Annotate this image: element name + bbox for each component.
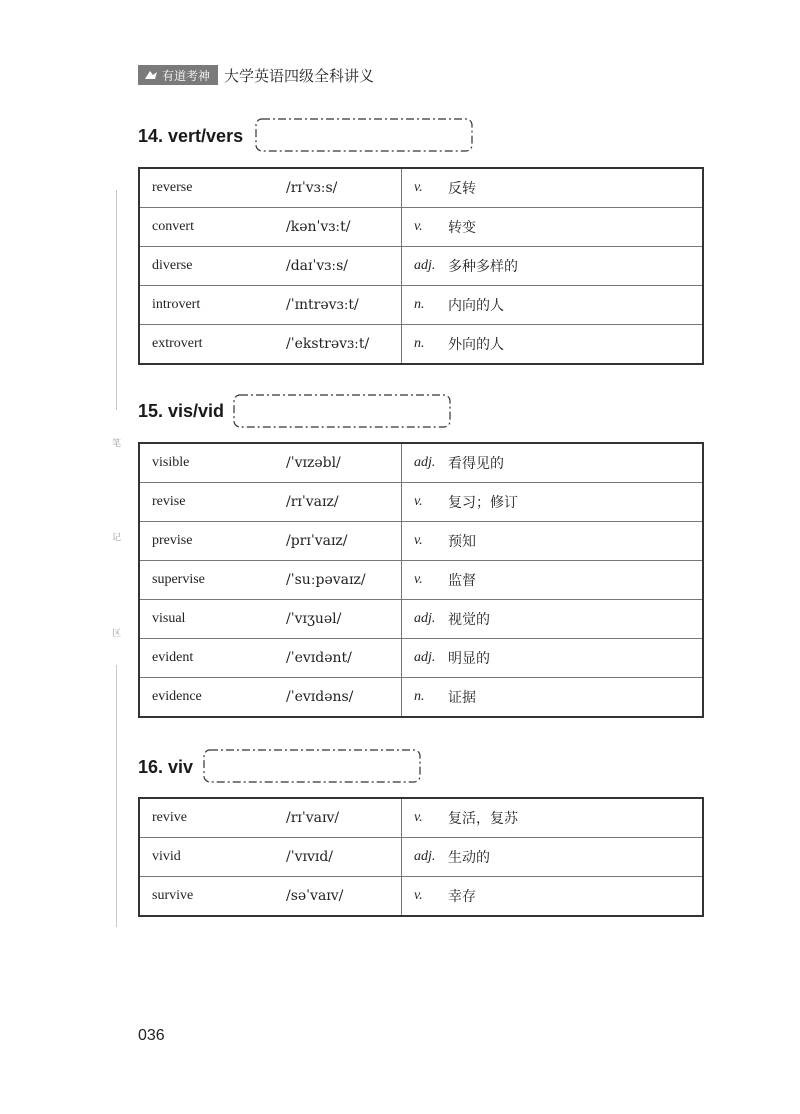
phonetic-cell: /ˈsuːpəvaɪz/ [286, 561, 402, 600]
part-of-speech-cell: adj. [402, 838, 449, 877]
vocab-row [139, 168, 703, 208]
vocab-table [138, 442, 704, 718]
meaning-cell: 反转 [448, 181, 476, 197]
part-of-speech-cell: n. [402, 286, 449, 325]
part-of-speech-cell: v. [402, 561, 449, 600]
vocab-row [139, 877, 703, 917]
part-of-speech-cell: v. [402, 208, 449, 247]
vocab-row [139, 639, 703, 678]
phonetic-cell: /ˈvɪʒuəl/ [286, 600, 402, 639]
vocab-row [139, 443, 703, 483]
vocab-row [139, 286, 703, 325]
phonetic-cell: /ˈevɪdənt/ [286, 639, 402, 678]
meaning-cell: 明显的 [448, 639, 703, 678]
vocab-row [139, 678, 703, 718]
part-of-speech-cell: v. [402, 877, 449, 917]
section-title: 16. viv [138, 757, 194, 777]
meaning-cell: 监督 [448, 561, 703, 600]
meaning-cell: 复活，复苏 [448, 811, 518, 827]
meaning-cell: 转变 [448, 208, 703, 247]
meaning-cell: 生动的 [448, 838, 703, 877]
word-cell: introvert [139, 286, 286, 325]
brand-name: 有道考神 [162, 68, 211, 83]
phonetic-cell: /rɪˈvɜːs/ [286, 168, 402, 208]
word-cell: evident [139, 639, 286, 678]
meaning-cell: 证据 [448, 678, 703, 718]
part-of-speech-cell: v. [414, 810, 423, 825]
part-of-speech-cell: adj. [402, 639, 449, 678]
phonetic-cell: /ˈekstrəvɜːt/ [286, 325, 402, 365]
note-box[interactable] [233, 394, 451, 428]
page-number: 036 [138, 1027, 165, 1044]
page-header [138, 64, 374, 86]
part-of-speech-cell: adj. [414, 455, 436, 470]
meaning-cell: 内向的人 [448, 286, 703, 325]
phonetic-cell: /səˈvaɪv/ [286, 877, 402, 917]
brand-logo-icon [144, 69, 158, 81]
part-of-speech-cell: v. [414, 180, 423, 195]
vocab-row [139, 561, 703, 600]
meaning-cell: 幸存 [448, 877, 703, 917]
vocab-row [139, 247, 703, 286]
meaning-cell: 外向的人 [448, 325, 703, 365]
vocab-row [139, 838, 703, 877]
phonetic-cell: /ˈvɪzəbl/ [286, 443, 402, 483]
meaning-cell: 多种多样的 [448, 247, 703, 286]
vocab-table [138, 797, 704, 917]
word-cell: visual [139, 600, 286, 639]
word-cell: supervise [139, 561, 286, 600]
phonetic-cell: /ˈvɪvɪd/ [286, 838, 402, 877]
word-cell: previse [139, 522, 286, 561]
part-of-speech-cell: n. [402, 325, 449, 365]
phonetic-cell: /rɪˈvaɪv/ [286, 798, 402, 838]
word-cell: visible [152, 455, 190, 470]
word-cell: revive [152, 810, 187, 825]
book-title: 大学英语四级全科讲义 [224, 66, 375, 85]
note-box[interactable] [203, 749, 421, 783]
word-cell: reverse [152, 180, 193, 195]
section-title: 14. vert/vers [138, 126, 244, 146]
phonetic-cell: /ˈevɪdəns/ [286, 678, 402, 718]
word-cell: extrovert [139, 325, 286, 365]
brand-badge [138, 65, 218, 85]
vocab-row [139, 522, 703, 561]
vocab-row [139, 600, 703, 639]
word-cell: revise [139, 483, 286, 522]
margin-label-char: 笔 [112, 439, 122, 449]
part-of-speech-cell: adj. [402, 247, 449, 286]
vocab-row [139, 325, 703, 365]
part-of-speech-cell: adj. [402, 600, 449, 639]
word-cell: evidence [139, 678, 286, 718]
phonetic-cell: /rɪˈvaɪz/ [286, 483, 402, 522]
meaning-cell: 看得见的 [448, 456, 504, 472]
margin-rule-bottom [116, 665, 117, 927]
vocab-row [139, 483, 703, 522]
part-of-speech-cell: v. [402, 483, 449, 522]
vocab-table [138, 167, 704, 365]
meaning-cell: 复习；修订 [448, 483, 703, 522]
word-cell: diverse [139, 247, 286, 286]
word-cell: survive [139, 877, 286, 917]
phonetic-cell: /prɪˈvaɪz/ [286, 522, 402, 561]
vocab-row [139, 798, 703, 838]
meaning-cell: 预知 [448, 522, 703, 561]
margin-label-char: 记 [112, 533, 122, 543]
word-cell: convert [139, 208, 286, 247]
phonetic-cell: /kənˈvɜːt/ [286, 208, 402, 247]
phonetic-cell: /ˈɪntrəvɜːt/ [286, 286, 402, 325]
section-title: 15. vis/vid [138, 401, 225, 421]
note-box[interactable] [255, 118, 473, 152]
margin-rule-top [116, 190, 117, 410]
phonetic-cell: /daɪˈvɜːs/ [286, 247, 402, 286]
vocab-row [139, 208, 703, 247]
meaning-cell: 视觉的 [448, 600, 703, 639]
word-cell: vivid [139, 838, 286, 877]
part-of-speech-cell: n. [402, 678, 449, 718]
margin-label-char: 区 [112, 629, 122, 639]
part-of-speech-cell: v. [402, 522, 449, 561]
